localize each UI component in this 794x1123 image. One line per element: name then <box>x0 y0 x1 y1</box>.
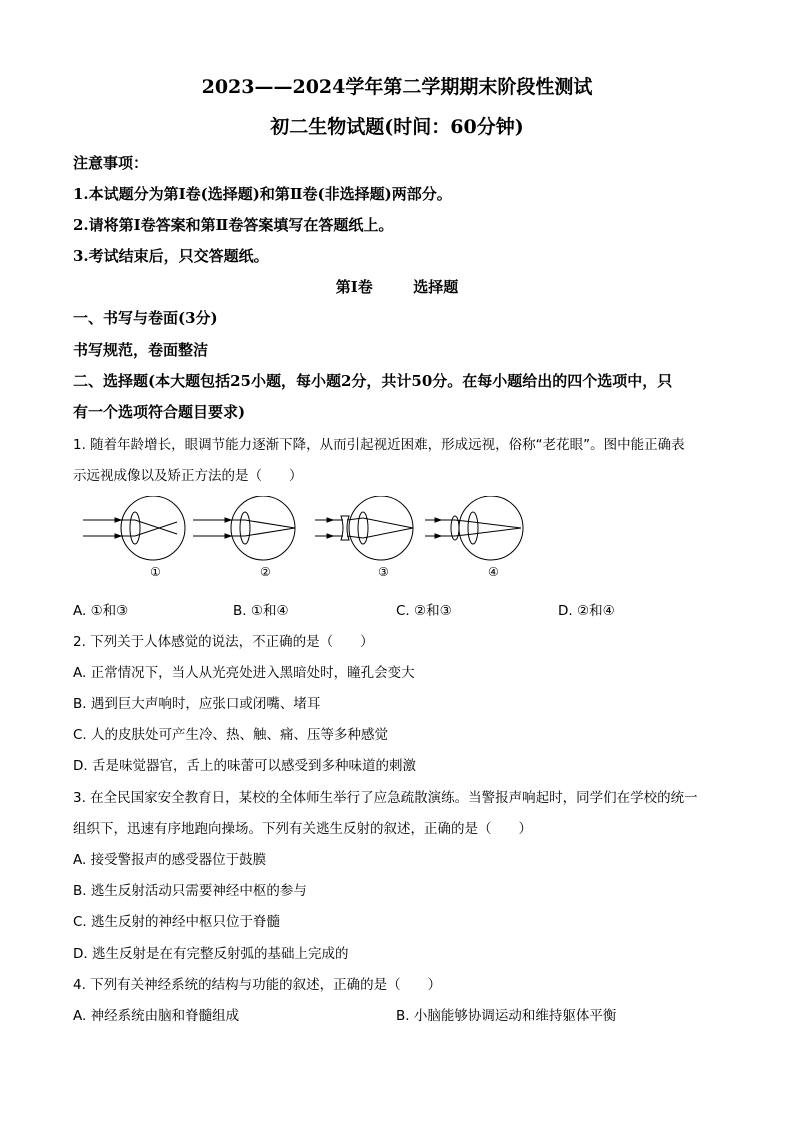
q2-option-c[interactable]: C. 人的皮肤处可产生冷、热、触、痛、压等多种感觉 <box>73 727 389 743</box>
q3-option-c[interactable]: C. 逃生反射的神经中枢只位于脊髓 <box>73 914 281 930</box>
eye-diagram-1 <box>83 496 185 560</box>
q3-option-a[interactable]: A. 接受警报声的感受器位于鼓膜 <box>73 852 267 868</box>
part2-heading-cont: 有一个选项符合题目要求) <box>73 403 246 421</box>
q1-stem-cont: 示远视成像以及矫正方法的是（ ） <box>73 468 303 484</box>
part1-heading: 一、书写与卷面(3分) <box>73 309 218 327</box>
q3-option-b[interactable]: B. 逃生反射活动只需要神经中枢的参与 <box>73 883 307 899</box>
q2-option-d[interactable]: D. 舌是味觉器官，舌上的味蕾可以感受到多种味道的刺激 <box>73 758 416 774</box>
figure-label-3: ③ <box>378 565 389 579</box>
eye-figure <box>75 496 535 586</box>
q1-option-c[interactable]: C. ②和③ <box>396 603 452 619</box>
q3-stem-cont: 组织下，迅速有序地跑向操场。下列有关逃生反射的叙述，正确的是（ ） <box>73 821 532 837</box>
note-item: 2.请将第Ⅰ卷答案和第Ⅱ卷答案填写在答题纸上。 <box>73 216 394 234</box>
q1-stem: 1. 随着年龄增长，眼调节能力逐渐下降，从而引起视近困难，形成远视，俗称“老花眼”。图中能正确表 <box>73 437 685 453</box>
part2-heading: 二、选择题(本大题包括25小题，每小题2分，共计50分。在每小题给出的四个选项中，只 <box>73 372 673 390</box>
eye-diagram-3 <box>315 496 413 560</box>
q1-option-b[interactable]: B. ①和④ <box>233 603 289 619</box>
q3-stem: 3. 在全民国家安全教育日，某校的全体师生举行了应急疏散演练。当警报声响起时，同学们在学校的统一 <box>73 790 698 806</box>
figure-label-2: ② <box>260 565 271 579</box>
q2-option-a[interactable]: A. 正常情况下，当人从光亮处进入黑暗处时，瞳孔会变大 <box>73 665 415 681</box>
q3-option-d[interactable]: D. 逃生反射是在有完整反射弧的基础上完成的 <box>73 946 349 962</box>
eye-diagram-2 <box>193 496 295 560</box>
q2-option-b[interactable]: B. 遇到巨大声响时，应张口或闭嘴、堵耳 <box>73 696 321 712</box>
q4-option-b[interactable]: B. 小脑能够协调运动和维持躯体平衡 <box>396 1008 617 1024</box>
figure-label-4: ④ <box>488 565 499 579</box>
section-header <box>0 276 794 297</box>
q4-option-a[interactable]: A. 神经系统由脑和脊髓组成 <box>73 1008 240 1024</box>
eye-diagram-4 <box>425 496 523 560</box>
section-name: 选择题 <box>413 278 459 296</box>
note-item: 3.考试结束后，只交答题纸。 <box>73 247 269 265</box>
section-part: 第Ⅰ卷 <box>335 278 373 296</box>
part1-text: 书写规范，卷面整洁 <box>73 341 209 359</box>
exam-subtitle: 初二生物试题(时间：60分钟) <box>270 116 524 138</box>
q1-option-d[interactable]: D. ②和④ <box>558 603 615 619</box>
q4-stem: 4. 下列有关神经系统的结构与功能的叙述，正确的是（ ） <box>73 977 442 993</box>
note-item: 1.本试题分为第Ⅰ卷(选择题)和第Ⅱ卷(非选择题)两部分。 <box>73 185 452 203</box>
exam-title: 2023——2024学年第二学期期末阶段性测试 <box>201 76 593 98</box>
notes-heading: 注意事项： <box>73 154 149 172</box>
q2-stem: 2. 下列关于人体感觉的说法，不正确的是（ ） <box>73 634 374 650</box>
figure-label-1: ① <box>150 565 161 579</box>
q1-option-a[interactable]: A. ①和③ <box>73 603 129 619</box>
